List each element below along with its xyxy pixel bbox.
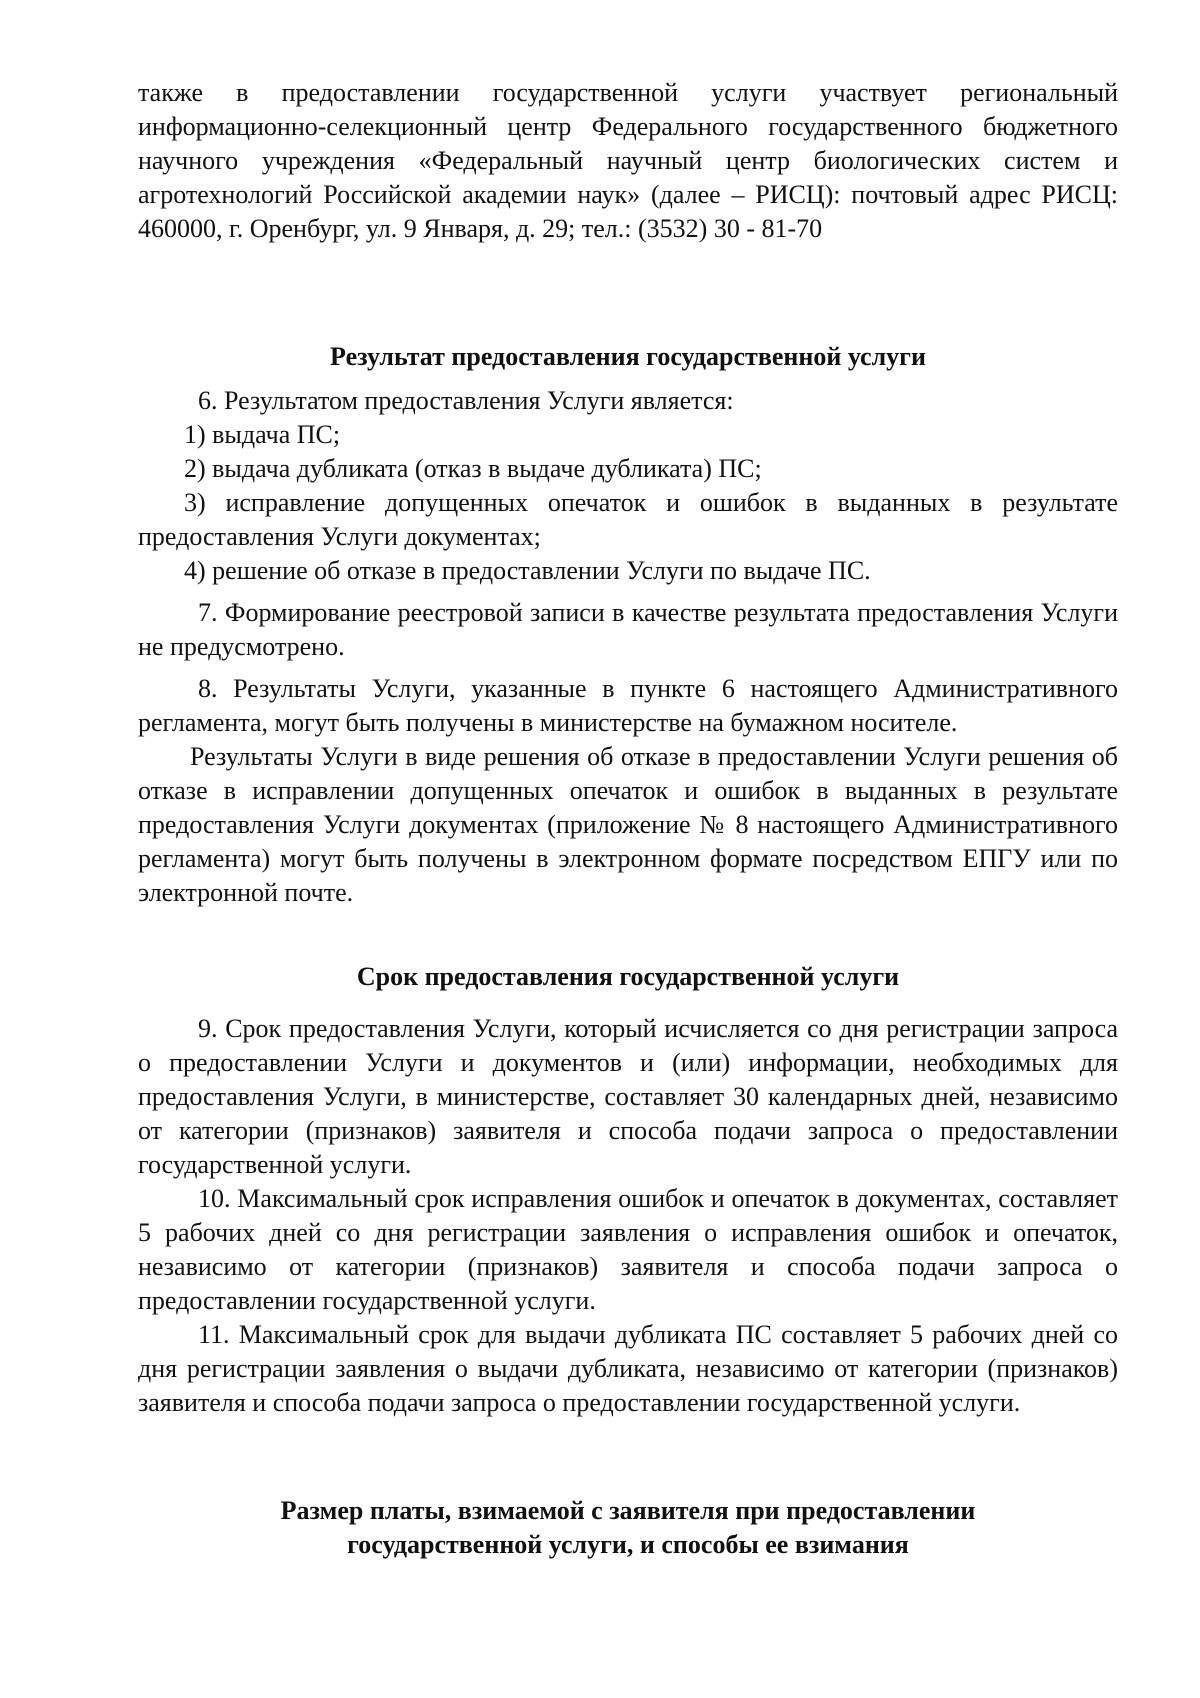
paragraph-10: 10. Максимальный срок исправления ошибок и опечаток в документах, составляет 5 рабочих дней со дня регистрации заявления о исправления ошибок и опечаток, независимо от категории (признаков) заявителя и способа подачи запроса о предоставлении государственной услуги. — [138, 1184, 1118, 1315]
paragraph-6: 6. Результатом предоставления Услуги является: — [198, 386, 734, 415]
paragraph-8: 8. Результаты Услуги, указанные в пункте 6 настоящего Административного регламента, могут быть получены в министерстве на бумажном носителе. — [138, 674, 1118, 737]
section-heading-fee-line2: государственной услуги, и способы ее взимания — [347, 1530, 909, 1559]
section-heading-fee-line1: Размер платы, взимаемой с заявителя при предоставлении — [280, 1496, 976, 1525]
list-item-1: 1) выдача ПС; — [184, 420, 341, 449]
intro-paragraph: также в предоставлении государственной услуги участвует региональный информационно-селекционный центр Федерального государственного бюджетного научного учреждения «Федеральный научный центр биологических систем и агротехнологий Российской академии наук» (далее – РИСЦ): почтовый адрес РИСЦ: 460000, г. Оренбург, ул. 9 Января, д. 29; тел.: (3532) 30 - 81-70 — [138, 78, 1118, 243]
term-section — [138, 1012, 1118, 1420]
section-heading-result: Результат предоставления государственной услуги — [330, 342, 926, 371]
result-section — [138, 384, 1118, 910]
intro-block — [138, 76, 1118, 246]
paragraph-11: 11. Максимальный срок для выдачи дубликата ПС составляет 5 рабочих дней со дня регистрации заявления о выдачи дубликата, независимо от категории (признаков) заявителя и способа подачи запроса о предоставлении государственной услуги. — [138, 1320, 1118, 1417]
paragraph-8-continued: Результаты Услуги в виде решения об отказе в предоставлении Услуги решения об отказе в исправлении допущенных опечаток и ошибок в выданных в результате предоставления Услуги документах (приложение № 8 настоящего Административного регламента) могут быть получены в электронном формате посредством ЕПГУ или по электронной почте. — [138, 742, 1118, 907]
paragraph-7: 7. Формирование реестровой записи в качестве результата предоставления Услуги не предусмотрено. — [138, 598, 1118, 661]
list-item-3: 3) исправление допущенных опечаток и ошибок в выданных в результате предоставления Услуги документах; — [138, 488, 1118, 551]
list-item-2: 2) выдача дубликата (отказ в выдаче дубликата) ПС; — [184, 454, 762, 483]
section-heading-term: Срок предоставления государственной услуги — [356, 962, 900, 991]
paragraph-9: 9. Срок предоставления Услуги, который исчисляется со дня регистрации запроса о предоставлении Услуги и документов и (или) информации, необходимых для предоставления Услуги, в министерстве, составляет 30 календарных дней, независимо от категории (признаков) заявителя и способа подачи запроса о предоставлении государственной услуги. — [138, 1014, 1118, 1179]
list-item-4: 4) решение об отказе в предоставлении Услуги по выдаче ПС. — [184, 556, 871, 585]
